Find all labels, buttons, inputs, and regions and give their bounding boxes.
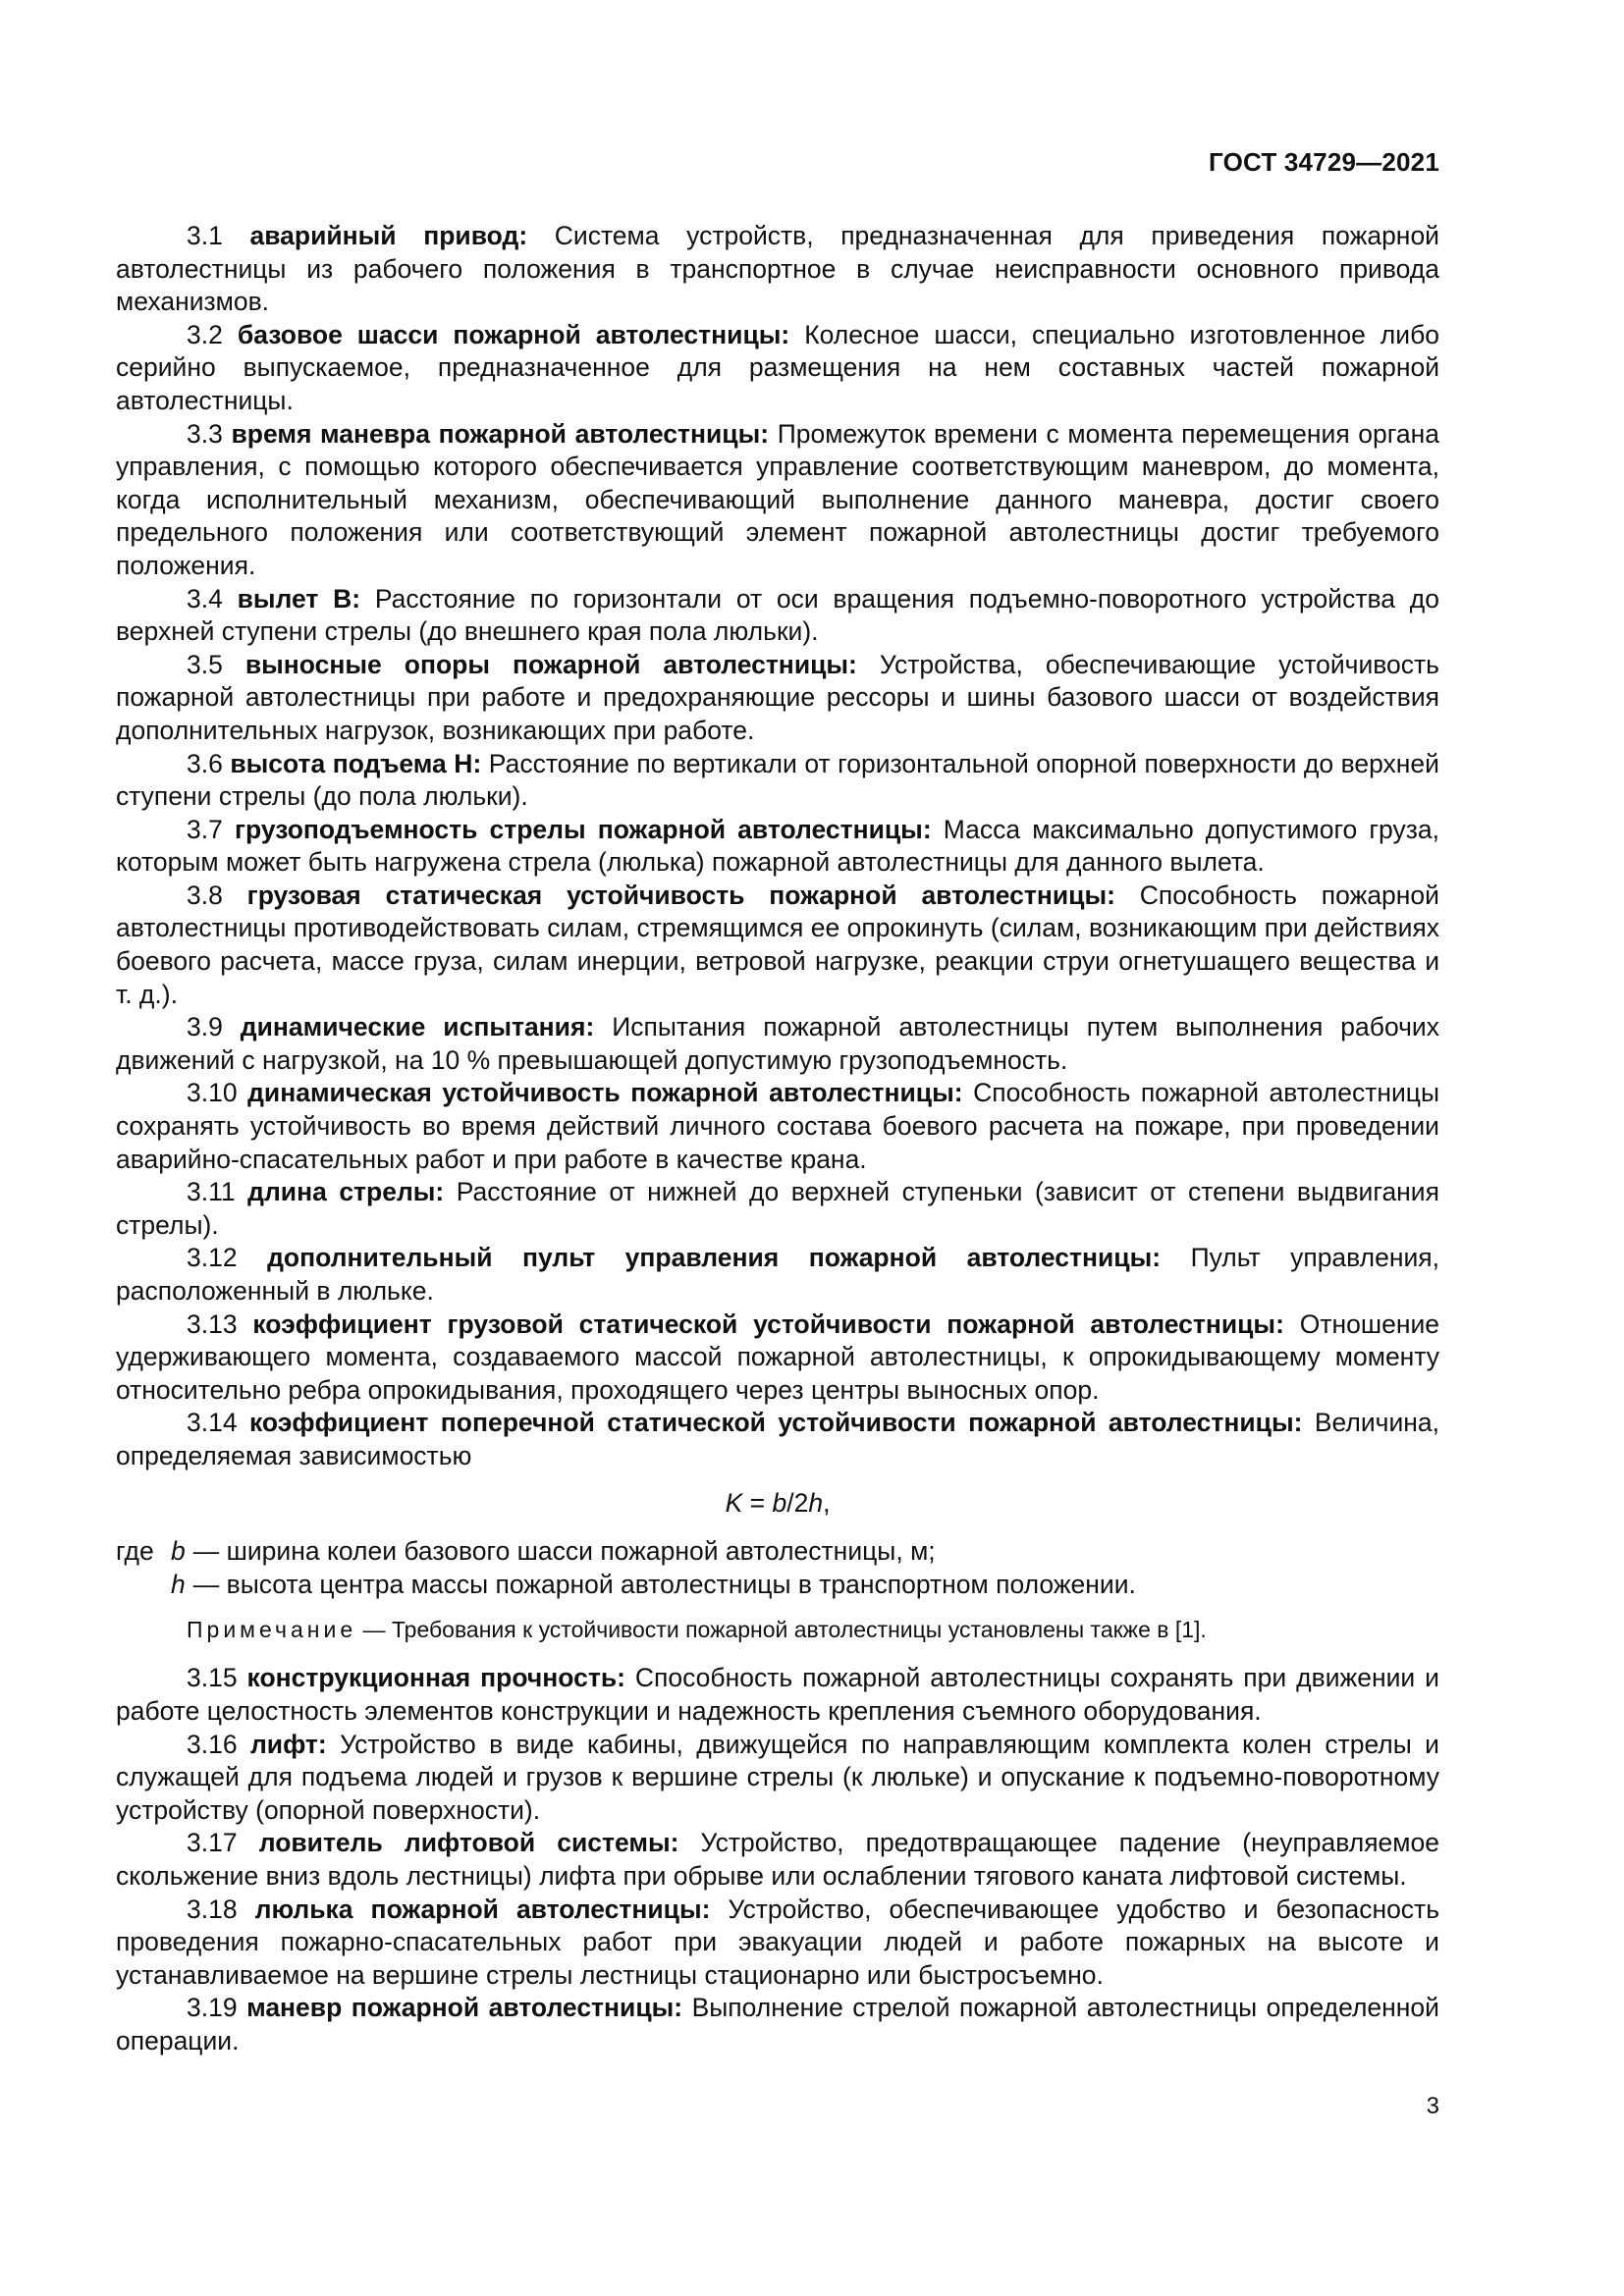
definition-term: аварийный привод: [249, 221, 528, 250]
formula-mid: /2 [786, 1487, 809, 1518]
definition-item [116, 1992, 1439, 2057]
definition-number: 3.2 [187, 319, 223, 349]
formula-eq: = [742, 1487, 773, 1518]
definition-term: конструкционная прочность: [246, 1663, 625, 1693]
document-header-id: ГОСТ 34729—2021 [1209, 147, 1439, 177]
definition-term: динамическая устойчивость пожарной автолестницы: [247, 1078, 963, 1108]
definition-term: грузовая статическая устойчивость пожарной автолестницы: [246, 880, 1115, 910]
page-number: 3 [1426, 2093, 1439, 2119]
definition-number: 3.13 [187, 1308, 238, 1339]
definition-text: Испытания пожарной автолестницы путем выполнения рабочих движений с нагрузкой, на 10 % превышающей допустимую грузоподъемность. [116, 1012, 1439, 1075]
definitions-list-1 [116, 220, 1439, 1473]
definition-number: 3.8 [187, 880, 223, 910]
definition-term: базовое шасси пожарной автолестницы: [237, 319, 790, 349]
definition-text: Промежуток времени с момента перемещения органа управления, с помощью которого обеспечивается управление соответствующим маневром, до момента, когда исполнительный механизм, обеспечивающий выполнение данного маневра, достиг своего предельного положения или соответствующий элемент пожарной автолестницы достиг требуемого положения. [116, 418, 1439, 580]
definition-item [116, 583, 1439, 649]
definition-term: грузоподъемность стрелы пожарной автолестницы: [234, 814, 932, 844]
definition-term: коэффициент грузовой статической устойчивости пожарной автолестницы: [252, 1308, 1284, 1339]
formula-legend [116, 1535, 1439, 1601]
document-body [116, 220, 1439, 2057]
definition-term: динамические испытания: [240, 1012, 595, 1042]
definition-item [116, 1242, 1439, 1308]
definition-term: ловитель лифтовой системы: [258, 1828, 679, 1858]
definition-number: 3.3 [187, 418, 223, 449]
definition-term: коэффициент поперечной статической устойчивости пожарной автолестницы: [249, 1408, 1303, 1438]
definition-number: 3.15 [187, 1663, 238, 1693]
definition-text: Устройство в виде кабины, движущейся по направляющим комплекта колен стрелы и служащей для подъема людей и грузов к вершине стрелы (к люльке) и опускание к подъемно-поворотному устройству (опорной поверхности). [116, 1729, 1439, 1825]
definition-number: 3.12 [187, 1243, 238, 1273]
definition-text: Масса максимально допустимого груза, которым может быть нагружена стрела (люлька) пожарной автолестницы для данного вылета. [116, 814, 1439, 878]
definition-number: 3.17 [187, 1828, 238, 1858]
definition-term: дополнительный пульт управления пожарной автолестницы: [267, 1243, 1162, 1273]
definition-text: Величина, определяемая зависимостью [116, 1408, 1439, 1470]
definition-number: 3.4 [187, 583, 223, 614]
definition-item [116, 1011, 1439, 1077]
definition-item [116, 1176, 1439, 1242]
definition-text: Расстояние от нижней до верхней ступеньки (зависит от степени выдвигания стрелы). [116, 1177, 1439, 1240]
definition-item [116, 1308, 1439, 1408]
definition-number: 3.5 [187, 649, 223, 679]
definition-item [116, 1407, 1439, 1472]
legend-symbol: h [171, 1569, 186, 1599]
definition-term: время маневра пожарной автолестницы: [231, 418, 770, 449]
definition-number: 3.16 [187, 1729, 238, 1759]
formula [116, 1487, 1439, 1521]
note [116, 1615, 1439, 1644]
definition-number: 3.10 [187, 1078, 238, 1108]
definition-number: 3.14 [187, 1408, 238, 1438]
definition-item [116, 649, 1439, 748]
formula-end: , [823, 1487, 831, 1518]
definition-number: 3.19 [187, 1993, 238, 2023]
definition-number: 3.9 [187, 1012, 223, 1042]
definition-term: люлька пожарной автолестницы: [254, 1894, 711, 1924]
definition-text: Расстояние по горизонтали от оси вращения подъемно-поворотного устройства до верхней ступени стрелы (до внешнего края пола люльки). [116, 583, 1439, 647]
definition-term: выносные опоры пожарной автолестницы: [244, 649, 857, 679]
definition-term: маневр пожарной автолестницы: [246, 1993, 683, 2023]
definition-item [116, 220, 1439, 319]
definition-number: 3.7 [187, 814, 223, 844]
definition-item [116, 1662, 1439, 1728]
definition-item [116, 1077, 1439, 1176]
definition-text: Устройство, предотвращающее падение (неуправляемое скольжение вниз вдоль лестницы) лифта при обрыве или ослаблении тягового каната лифтовой системы. [116, 1828, 1439, 1891]
definition-term: лифт: [249, 1729, 327, 1759]
note-text: — Требования к устойчивости пожарной автолестницы установлены также в [1]. [356, 1617, 1207, 1643]
definition-number: 3.1 [187, 221, 223, 250]
definition-text: Способность пожарной автолестницы противодействовать силам, стремящимся ее опрокинуть (силам, возникающим при действиях боевого расчета, массе груза, силам инерции, ветровой нагрузке, реакции струи огнетушащего вещества и т. д.). [116, 880, 1439, 1009]
note-label: Примечание [187, 1617, 357, 1643]
formula-k: K [725, 1487, 743, 1518]
definition-term: высота подъема Н: [230, 748, 482, 778]
definition-text: Способность пожарной автолестницы сохранять при движении и работе целостность элементов конструкции и надежность крепления съемного оборудования. [116, 1663, 1439, 1726]
formula-b: b [772, 1487, 787, 1518]
definition-item [116, 814, 1439, 880]
definition-text: Система устройств, предназначенная для приведения пожарной автолестницы из рабочего положения в транспортное в случае неисправности основного привода механизмов. [116, 221, 1439, 317]
legend-lead: где [116, 1536, 154, 1567]
formula-h: h [808, 1487, 824, 1518]
definition-text: Отношение удерживающего момента, создаваемого массой пожарной автолестницы, к опрокидывающему моменту относительно ребра опрокидывания, проходящего через центры выносных опор. [116, 1308, 1439, 1405]
definition-text: Способность пожарной автолестницы сохранять устойчивость во время действий личного состава боевого расчета на пожаре, при проведении аварийно-спасательных работ и при работе в качестве крана. [116, 1078, 1439, 1174]
legend-text: — высота центра массы пожарной автолестницы в транспортном положении. [192, 1569, 1136, 1599]
definition-term: длина стрелы: [247, 1177, 445, 1207]
definition-item [116, 418, 1439, 583]
definition-text: Устройство, обеспечивающее удобство и безопасность проведения пожарно-спасательных работ при эвакуации людей и работе пожарных на высоте и устанавливаемое на вершине стрелы лестницы стационарно или быстросъемно. [116, 1894, 1440, 1990]
legend-row-b [116, 1535, 1439, 1569]
definition-item [116, 319, 1439, 418]
definition-item [116, 880, 1439, 1011]
definitions-list-2 [116, 1662, 1439, 2057]
definition-item [116, 748, 1439, 814]
definition-term: вылет В: [237, 583, 361, 614]
definition-item [116, 1894, 1439, 1993]
definition-item [116, 1827, 1439, 1893]
legend-text: — ширина колеи базового шасси пожарной автолестницы, м; [192, 1536, 936, 1567]
definition-text: Устройства, обеспечивающие устойчивость пожарной автолестницы при работе и предохраняющие рессоры и шины базового шасси от воздействия дополнительных нагрузок, возникающих при работе. [116, 649, 1439, 745]
definition-text: Выполнение стрелой пожарной автолестницы определенной операции. [116, 1993, 1439, 2056]
definition-text: Расстояние по вертикали от горизонтальной опорной поверхности до верхней ступени стрелы (до пола люльки). [116, 748, 1439, 812]
legend-symbol: b [171, 1536, 186, 1567]
legend-row-h [116, 1569, 1439, 1602]
definition-number: 3.11 [187, 1177, 236, 1207]
definition-item [116, 1729, 1439, 1828]
definition-number: 3.18 [187, 1894, 238, 1924]
definition-text: Пульт управления, расположенный в люльке. [116, 1243, 1439, 1306]
definition-text: Колесное шасси, специально изготовленное либо серийно выпускаемое, предназначенное для размещения на нем составных частей пожарной автолестницы. [116, 319, 1439, 415]
definition-number: 3.6 [187, 748, 223, 778]
